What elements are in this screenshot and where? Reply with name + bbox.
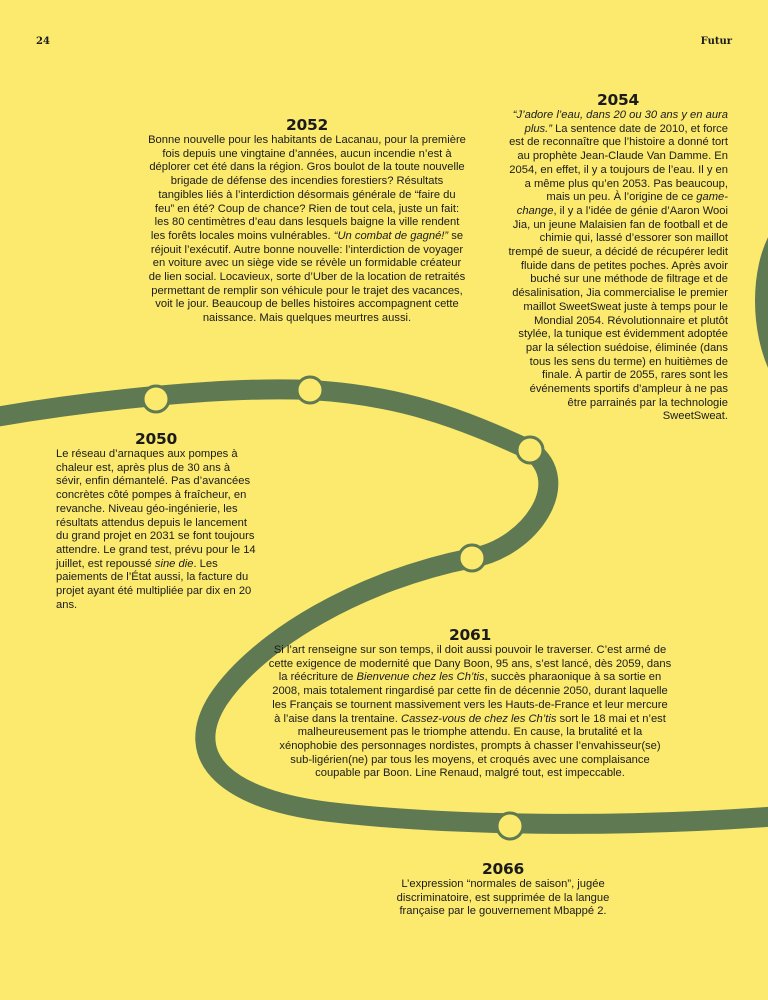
italic-run: sine die: [154, 557, 194, 570]
entry-2054: [508, 91, 728, 424]
timeline-node-2054: [517, 437, 543, 463]
italic-run: “Un combat de gagné!”: [333, 229, 449, 242]
text-run: . Les paiements de l’État aussi, la facture du projet ayant été multipliée par dix en 20 ans.: [56, 557, 252, 611]
year-heading: 2052: [286, 116, 328, 134]
entry-text: [268, 644, 672, 781]
entry-text: [508, 109, 728, 424]
timeline-node-2066: [497, 813, 523, 839]
entry-2052: [148, 116, 466, 326]
text-run: La sentence date de 2010, et force est de reconnaître que l’histoire a donné tort au prophète Jean-Claude Van Damme. En 2054, en effet, il y a toujours de l’eau. Il y en a même plus qu’en 2053. Pas beaucoup, mais un peu. À l’origine de ce: [509, 122, 728, 204]
section-name: Futur: [700, 36, 732, 47]
text-run: sort le 18 mai et n’est malheureusement pas le triomphe attendu. En cause, la brutalité et la xénophobie des personnages nordistes, prompts à chasser l’envahisseur(se) sub-ligérien(ne) par tous les moyens, et croqués avec une complaisance coupable par Boon. Line Renaud, malgré tout, est impeccable.: [279, 712, 666, 780]
year-heading: 2054: [597, 91, 639, 109]
year-heading: 2050: [135, 430, 177, 448]
timeline-node-2061: [459, 545, 485, 571]
text-run: , succès pharaonique à sa sortie en 2008, mais totalement ringardisé par cette fin de décennie 2050, durant laquelle les Français se tournent massivement vers les Hauts-de-France et leur mercure à l’aise dans la trentaine.: [272, 671, 668, 725]
year-heading: 2066: [482, 860, 524, 878]
text-run: se réjouit l’exécutif. Autre bonne nouvelle: l’interdiction de voyager en voiture avec un siège vide se révèle un formidable créateur de lien social. Locavieux, sorte d’Uber de la location de retraités permettant de remplir son véhicule pour le trajet des vacances, voit le jour. Beaucoup de belles histoires accompagnent cette naissance. Mais quelques meurtres aussi.: [148, 229, 466, 325]
entry-text: [388, 878, 618, 919]
entry-2061: [268, 626, 672, 781]
timeline-node-2050: [143, 386, 169, 412]
italic-run: game-change: [516, 191, 728, 217]
text-run: Le réseau d’arnaques aux pompes à chaleur est, après plus de 30 ans à sévir, enfin démantelé. Pas d’avancées concrètes côté pompes à fraîcheur, en revanche. Niveau géo-ingénierie, les résultats attendus depuis le lancement du grand projet en 2031 se font toujours attendre. Le grand test, prévu pour le 14 juillet, est repoussé: [56, 448, 256, 570]
entry-text: [148, 134, 466, 326]
year-heading: 2061: [449, 626, 491, 644]
text-run: Si l’art renseigne sur son temps, il doit aussi pouvoir le traverser. C’est armé de cette exigence de modernité que Dany Boon, 95 ans, s’est lancé, dès 2059, dans la réécriture de: [268, 644, 672, 684]
text-run: , il y a l’idée de génie d’Aaron Wooi Jia, un jeune Malaisien fan de football et de chimie qui, lassé d’essorer son maillot trempé de sueur, a décidé de récupérer ledit fluide dans de petites poches. Après avoir buché sur une méthode de filtrage et de désalinisation, Jia commercialise le premier maillot SweetSweat juste à temps pour le Mondial 2054. Révolutionnaire et plutôt stylée, la tunique est évidemment adoptée par la sélection suédoise, éliminée (dans tous les sens du terme) en huitièmes de finale. À partir de 2055, rares sont les événements sportifs d’ampleur à ne pas être parrainés par la technologie SweetSweat.: [508, 204, 728, 423]
entry-2050: [56, 430, 256, 612]
italic-run: Bienvenue chez les Ch’tis: [356, 671, 485, 684]
entry-text: [56, 448, 256, 612]
italic-run: Cassez-vous de chez les Ch’tis: [400, 712, 557, 725]
entry-2066: [388, 860, 618, 919]
italic-run: “J’adore l’eau, dans 20 ou 30 ans y en aura plus.”: [512, 109, 728, 135]
page-number: 24: [36, 36, 50, 47]
text-run: L’expression “normales de saison”, jugée discriminatoire, est supprimée de la langue française par le gouvernement Mbappé 2.: [396, 878, 610, 918]
text-run: Bonne nouvelle pour les habitants de Lacanau, pour la première fois depuis une vingtaine d’années, aucun incendie n’est à déplorer cet été dans la région. Gros boulot de la toute nouvelle brigade de défense des incendies forestiers? Résultats tangibles liés à l’interdiction désormais générale de “faire du feu” en été? Coup de chance? Rien de tout cela, juste un fait: les 80 centimètres d’eau dans lesquels baigne la ville rendent les forêts locales moins vulnérables.: [148, 134, 466, 242]
timeline-node-2052: [297, 377, 323, 403]
